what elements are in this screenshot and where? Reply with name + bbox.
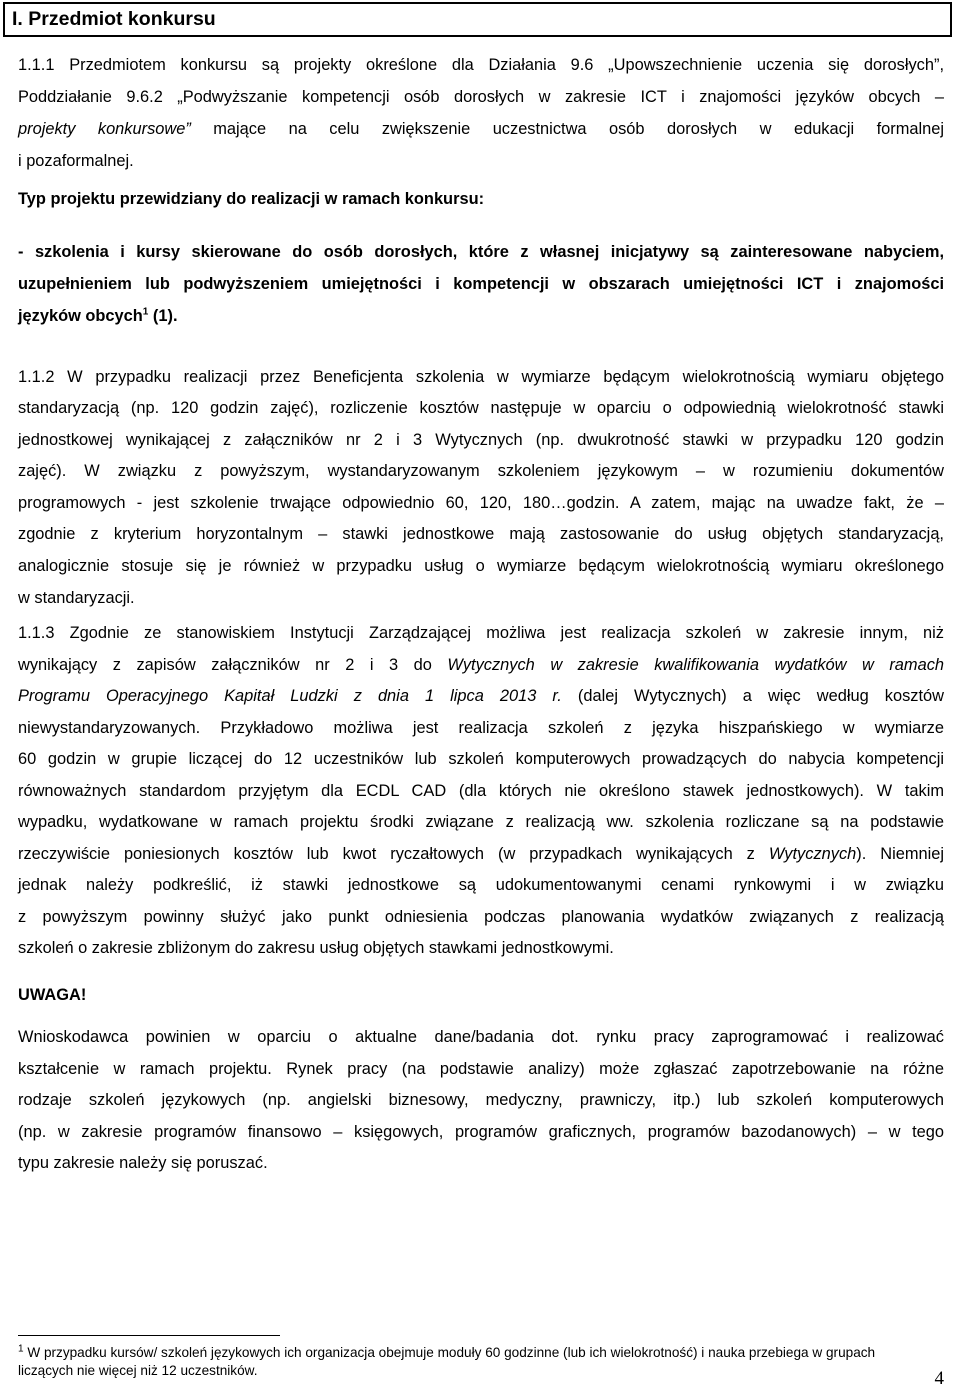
italic-phrase: Programu Operacyjnego Kapitał Ludzki z dnia 1 lipca 2013 r. (18, 687, 562, 705)
type-heading: Typ projektu przewidziany do realizacji w ramach konkursu: (18, 190, 485, 208)
paragraph-3-line-11: szkoleń o zakresie zbliżonym do zakresu usług objętych stawkami jednostkowymi. (18, 939, 614, 957)
paragraph-2-line-5: programowych - jest szkolenie trwające odpowiednio 60, 120, 180…godzin. A zatem, mając na uwadze fakt, że – (18, 494, 944, 512)
paragraph-1-line-3 (18, 119, 944, 139)
type-item-line-1: - szkolenia i kursy skierowane do osób dorosłych, które z własnej inicjatywy są zainteresowane nabyciem, (18, 243, 944, 261)
text-run: języków obcych (18, 307, 143, 325)
paragraph-3-line-6: równoważnych standardom przyjętym dla ECDL CAD (dla których nie określono stawek jednostkowych). W takim (18, 782, 944, 800)
type-item-line-2: uzupełnieniem lub podwyższeniem umiejętności i kompetencji w obszarach umiejętności ICT i znajomości (18, 275, 944, 293)
paragraph-3-line-3 (18, 686, 944, 706)
italic-phrase: projekty konkursowe” (18, 120, 191, 138)
paragraph-3-line-10: z powyższym powinny służyć jako punkt odniesienia podczas planowania wydatków związanych z realizacją (18, 908, 944, 926)
text-run: rzeczywiście poniesionych kosztów lub kwot ryczałtowych (w przypadkach wynikających z (18, 845, 769, 863)
footnote-marker: 1 (18, 1343, 24, 1355)
paragraph-2-line-4: zajęć). W związku z powyższym, wystandaryzowanym szkoleniem językowym – w rozumieniu dokumentów (18, 462, 944, 480)
text-run: W przypadku kursów/ szkoleń językowych ich organizacja obejmuje moduły 60 godzinne (lub ich wielokrotność) i nauka przebiega w grupach (23, 1345, 876, 1360)
paragraph-4-line-3: rodzaje szkoleń językowych (np. angielski biznesowy, medyczny, prawniczy, itp.) lub szkoleń komputerowych (18, 1091, 944, 1109)
paragraph-2-line-2: standaryzacją (np. 120 godzin zajęć), rozliczenie kosztów następuje w oparciu o odpowiednią wielokrotność stawki (18, 399, 944, 417)
paragraph-4-line-2: kształcenie w ramach projektu. Rynek pracy (na podstawie analizy) może zgłaszać zapotrzebowanie na różne (18, 1060, 944, 1078)
page-number: 4 (934, 1368, 944, 1389)
text-run: (1). (148, 307, 178, 325)
paragraph-3-line-7: wypadku, wydatkowane w ramach projektu środki związane z realizacją ww. szkolenia rozliczane są na podstawie (18, 813, 944, 831)
paragraph-2-line-6: zgodnie z kryterium horyzontalnym – stawki jednostkowe mają zastosowanie do usług objętych standaryzacją, (18, 525, 944, 543)
paragraph-3-line-2 (18, 655, 944, 675)
text-run: ). Niemniej (856, 845, 944, 863)
paragraph-1-line-4: i pozaformalnej. (18, 152, 134, 170)
text-run: mające na celu zwiększenie uczestnictwa osób dorosłych w edukacji formalnej (190, 120, 944, 138)
paragraph-4-line-1: Wnioskodawca powinien w oparciu o aktualne dane/badania dot. rynku pracy zaprogramować i realizować (18, 1028, 944, 1046)
italic-phrase: Wytycznych w zakresie kwalifikowania wydatków w ramach (447, 656, 945, 674)
italic-phrase: Wytycznych (768, 845, 857, 863)
paragraph-4-line-4: (np. w zakresie programów finansowo – księgowych, programów graficznych, programów bazodanowych) – w tego (18, 1123, 944, 1141)
paragraph-3-line-5: 60 godzin w grupie liczącej do 12 uczestników lub szkoleń komputerowych prowadzących do nabycia kompetencji (18, 750, 944, 768)
paragraph-2-line-7: analogicznie stosuje się je również w przypadku usług o wymiarze będącym wielokrotnością wymiaru określonego (18, 557, 944, 575)
paragraph-4-line-5: typu zakresie należy się poruszać. (18, 1154, 268, 1172)
paragraph-3-line-4: niewystandaryzowanych. Przykładowo możliwa jest realizacja szkoleń z języka hiszpańskiego w wymiarze (18, 719, 944, 737)
footnote-reference: 1 (142, 306, 149, 318)
paragraph-2-line-3: jednostkowej wynikającej z załączników nr 2 i 3 Wytycznych (np. dwukrotność stawki w przypadku 120 godzin (18, 431, 944, 449)
paragraph-1-line-2: Poddziałanie 9.6.2 „Podwyższanie kompetencji osób dorosłych w zakresie ICT i znajomości języków obcych – (18, 88, 944, 106)
footnote-line-1 (18, 1344, 946, 1361)
text-run: (dalej Wytycznych) a więc według kosztów (561, 687, 944, 705)
paragraph-3-line-9: jednak należy podkreślić, iż stawki jednostkowe są udokumentowanymi cenami rynkowymi i w związku (18, 876, 944, 894)
text-run: wynikający z zapisów załączników nr 2 i 3 do (18, 656, 448, 674)
type-item-line-3 (18, 306, 944, 326)
paragraph-2-line-1: 1.1.2 W przypadku realizacji przez Beneficjenta szkolenia w wymiarze będącym wielokrotnością wymiaru objętego (18, 368, 944, 386)
section-title: I. Przedmiot konkursu (3, 2, 952, 37)
footnote-line-2: liczących nie więcej niż 12 uczestników. (18, 1363, 258, 1378)
paragraph-3-line-8 (18, 844, 944, 864)
footnote-separator (18, 1335, 280, 1336)
paragraph-1-line-1: 1.1.1 Przedmiotem konkursu są projekty określone dla Działania 9.6 „Upowszechnienie uczenia się dorosłych”, (18, 56, 944, 74)
paragraph-2-line-8: w standaryzacji. (18, 589, 135, 607)
paragraph-3-line-1: 1.1.3 Zgodnie ze stanowiskiem Instytucji Zarządzającej możliwa jest realizacja szkoleń w zakresie innym, niż (18, 624, 944, 642)
warning-heading: UWAGA! (18, 986, 87, 1004)
